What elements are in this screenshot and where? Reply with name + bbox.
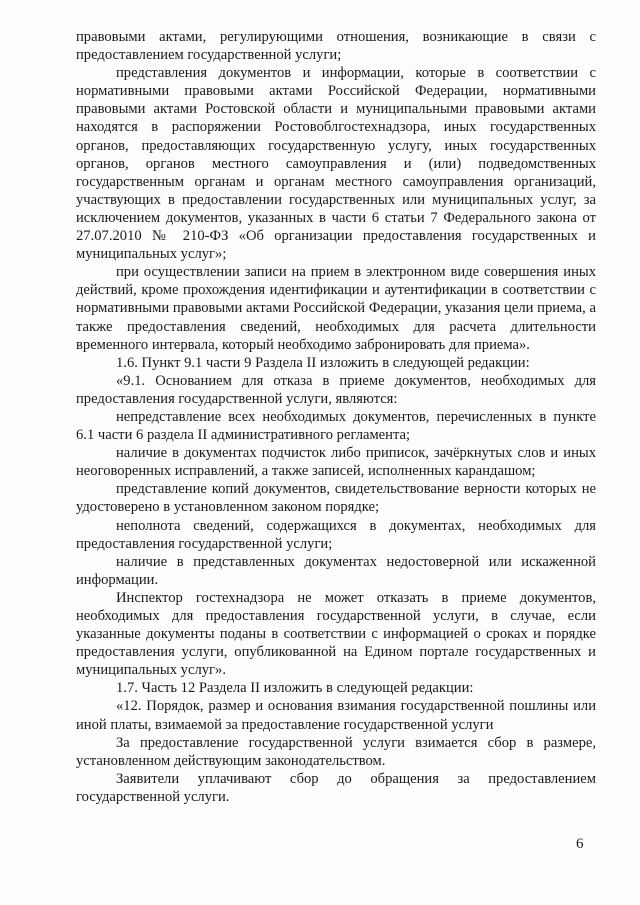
paragraph: «9.1. Основанием для отказа в приеме документов, необходимых для предоставления государственной услуги, являются: [76, 372, 596, 407]
paragraph: За предоставление государственной услуги взимается сбор в размере, установленном действующим законодательством. [76, 734, 596, 769]
paragraph: неполнота сведений, содержащихся в документах, необходимых для предоставления государственной услуги; [76, 517, 596, 552]
paragraph: Инспектор гостехнадзора не может отказать в приеме документов, необходимых для предоставления государственной услуги, в случае, если указанные документы поданы в соответствии с информацией о сроках и порядке предоставления услуги, опубликованной на Едином портале государственных и муниципальных услуг». [76, 589, 596, 679]
paragraph: наличие в документах подчисток либо приписок, зачёркнутых слов и иных неоговоренных исправлений, а также записей, исполненных карандашом; [76, 445, 596, 480]
paragraph: Заявители уплачивают сбор до обращения за предоставлением государственной услуги. [76, 770, 596, 805]
paragraph: 1.6. Пункт 9.1 части 9 Раздела II изложить в следующей редакции: [116, 354, 530, 371]
page-number: 6 [576, 836, 584, 852]
paragraph: представление копий документов, свидетельствование верности которых не удостоверено в установленном законом порядке; [76, 481, 596, 516]
paragraph: 1.7. Часть 12 Раздела II изложить в следующей редакции: [116, 680, 474, 697]
document-body [76, 28, 596, 806]
paragraph: непредставление всех необходимых документов, перечисленных в пункте 6.1 части 6 раздела II административного регламента; [76, 408, 596, 444]
paragraph: представления документов и информации, которые в соответствии с нормативными правовыми актами Российской Федерации, нормативными правовыми актами Ростовской области и муниципальными правовыми актами находятся в распоряжении Ростовоблгостехнадзора, иных государственных органов, предоставляющих государственную услугу, иных государственных органов, органов местного самоуправления и (или) подведомственных государственным органам и органам местного самоуправления организаций, участвующих в предоставлении государственных или муниципальных услуг, за исключением документов, указанных в части 6 статьи 7 Федерального закона от 27.07.2010 № 210-ФЗ «Об организации предоставления государственных и муниципальных услуг»; [76, 65, 596, 263]
paragraph: правовыми актами, регулирующими отношения, возникающие в связи с предоставлением государственной услуги; [76, 29, 596, 64]
paragraph: наличие в представленных документах недостоверной или искаженной информации. [76, 553, 596, 588]
paragraph: «12. Порядок, размер и основания взимания государственной пошлины или иной платы, взимаемой за предоставление государственной услуги [76, 698, 596, 733]
paragraph: при осуществлении записи на прием в электронном виде совершения иных действий, кроме прохождения идентификации и аутентификации в соответствии с нормативными правовыми актами Российской Федерации, указания цели приема, а также предоставления сведений, необходимых для расчета длительности временного интервала, который необходимо забронировать для приема». [76, 264, 596, 353]
